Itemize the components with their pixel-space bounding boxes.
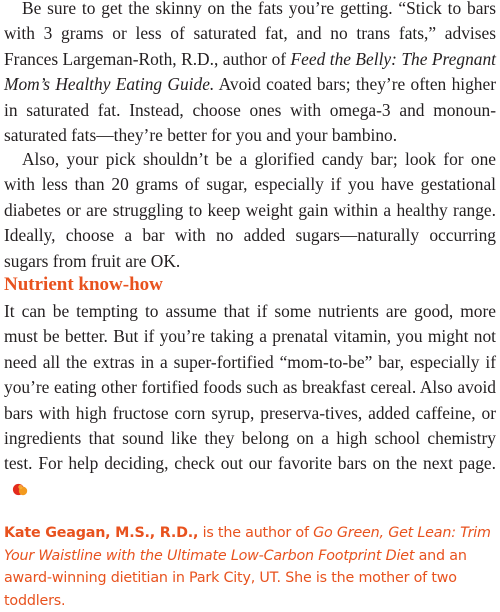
paragraph-nutrients-text: It can be tempting to assume that if some nutrients are good, more must be better. But if you’re taking a prenatal vitamin, you might not need all the extras in a super-fortified “mom-to-be” bar, especially if you’re eating other fortified foods such as breakfast cereal. Also avoid bars with high fructose corn syrup, preserva-tives, added caffeine, or ingredients that sound like they belong on a high school chemistry test. For help deciding, check out our favorite bars on the next page.	[4, 301, 496, 474]
author-book-title: Go Green, Get Lean: Trim Your Waistline with the Ultimate Low-Carbon Footprint Diet	[4, 525, 491, 564]
end-of-article-dot-icon	[12, 483, 28, 496]
paragraph-fats-text-1: Be sure to get the skinny on the fats you’re getting. “Stick to bars with 3 grams or less of saturated fat, and no trans fats,” advises Frances Largeman-Roth, R.D., author of	[4, 0, 496, 69]
paragraph-fats	[4, 0, 496, 148]
author-bio	[4, 522, 496, 612]
author-bio-text-2: and an award-winning dietitian in Park City, UT. She is the mother of two toddlers.	[4, 547, 467, 609]
author-name: Kate Geagan, M.S., R.D.,	[4, 525, 199, 541]
book-title-feed-the-belly: Feed the Belly: The Pregnant Mom’s Healthy Eating Guide.	[4, 48, 496, 95]
paragraph-sugar: Also, your pick shouldn’t be a glorified candy bar; look for one with less than 20 grams of sugar, especially if you have gestational diabetes or are struggling to keep weight gain within a healthy range. Ideally, choose a bar with no added sugars—naturally occurring sugars from fruit are OK.	[4, 149, 496, 271]
paragraph-nutrients	[4, 299, 496, 502]
author-bio-text-1: is the author of	[198, 525, 314, 541]
section-heading-nutrient: Nutrient know-how	[4, 274, 163, 295]
paragraph-fats-text-2: Avoid coated bars; they’re often higher in saturated fat. Instead, choose ones with omega-3 and monoun-saturated fats—they’re better for you and your bambino.	[4, 74, 496, 146]
